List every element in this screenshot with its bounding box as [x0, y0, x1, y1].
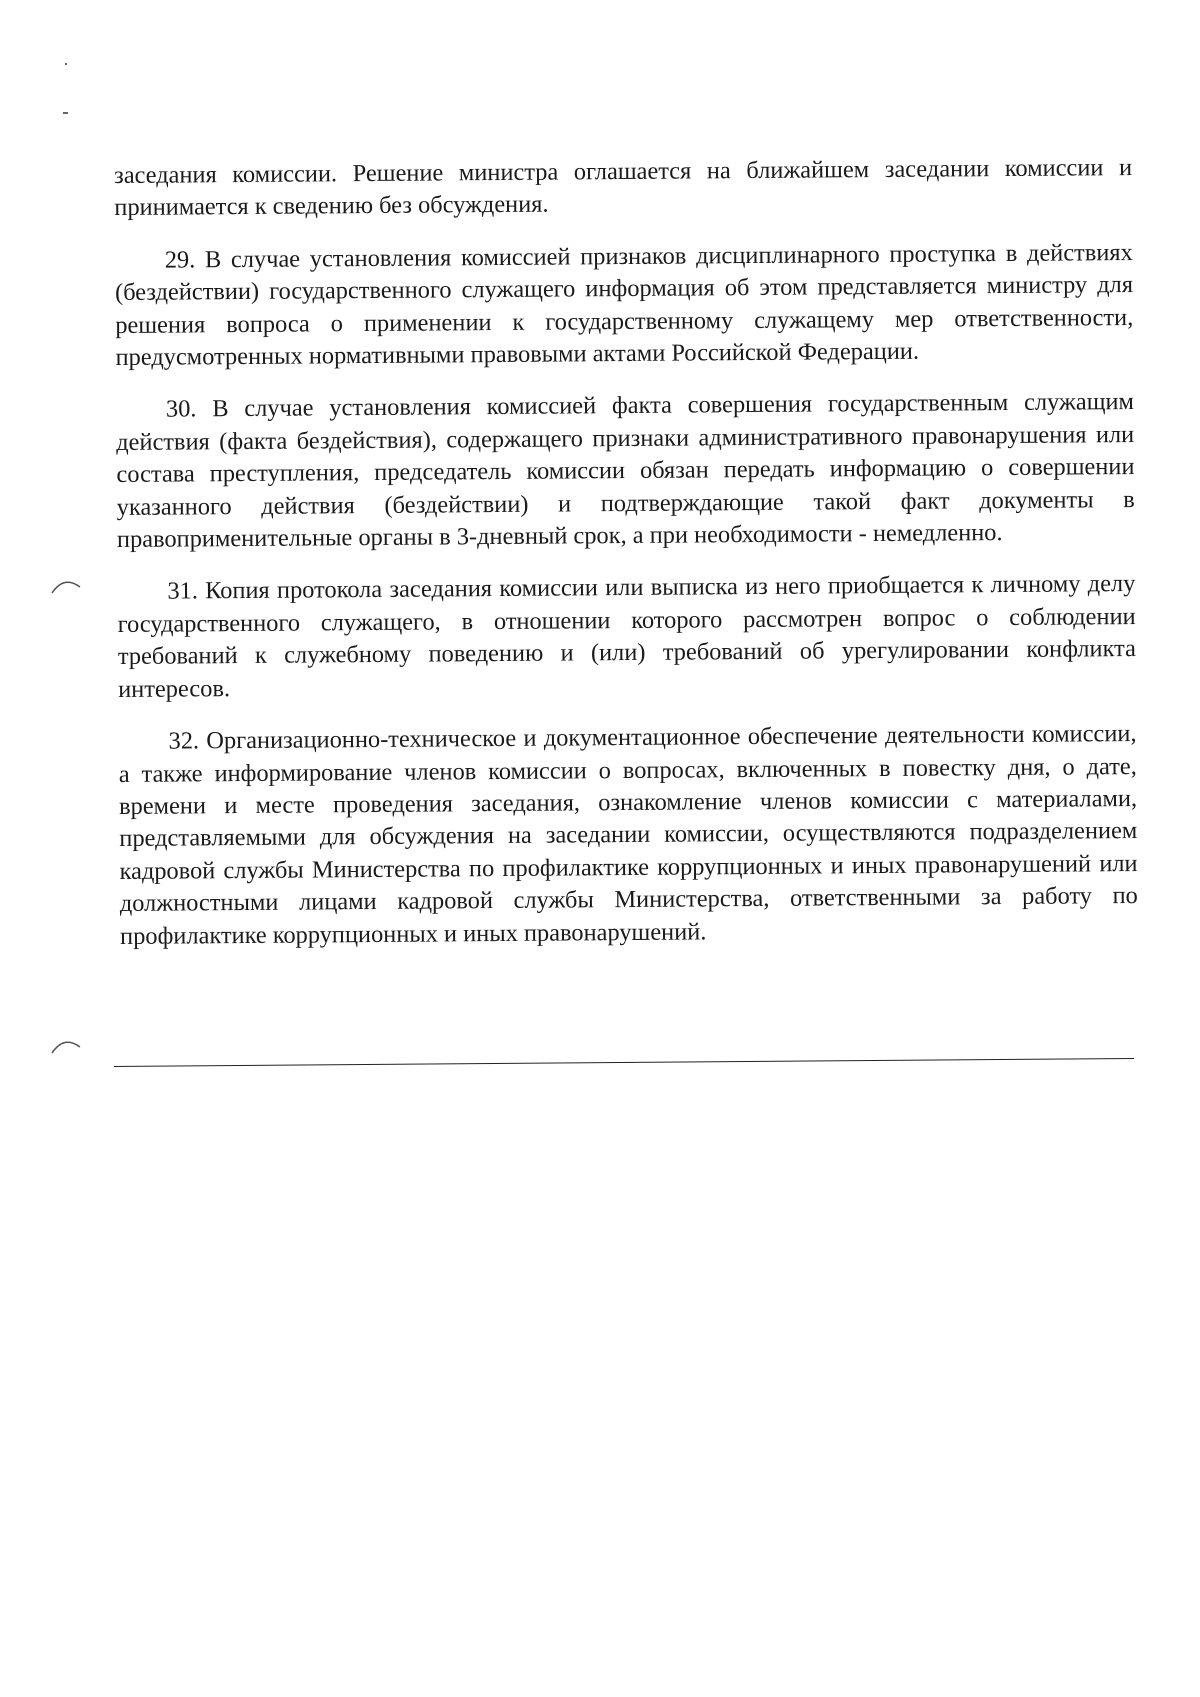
paragraph-continuation: заседания комиссии. Решение министра оглашается на ближайшем заседании комиссии и принимается к сведению без обсуждения. [114, 154, 1133, 222]
punch-hole-mark [50, 573, 82, 599]
paragraph-31: 31. Копия протокола заседания комиссии или выписка из него приобщается к личному делу государственного служащего, в отношении которого рассмотрен вопрос о соблюдении требований к служебному поведению и (или) требований об урегулировании конфликта интересов. [117, 570, 1136, 703]
punch-hole-mark [50, 1033, 82, 1059]
scan-speck [63, 112, 68, 114]
paragraph-30: 30. В случае установления комиссией факта совершения государственным служащим действия (факта бездействия), содержащего признаки административного правонарушения или состава преступления, председатель комиссии обязан передать информацию о совершении указанного действия (бездействии) и подтверждающие такой факт документы в правоприменительные органы в 3-дневный срок, а при необходимости - немедленно. [116, 388, 1135, 554]
scan-speck [65, 63, 67, 65]
paragraph-32: 32. Организационно-техническое и документационное обеспечение деятельности комиссии, а также информирование членов комиссии о вопросах, включенных в повестку дня, о дате, времени и месте проведения заседания, ознакомление членов комиссии с материалами, представляемыми для обсуждения на заседании комиссии, осуществляются подразделением кадровой службы Министерства по профилактике коррупционных и иных правонарушений или должностными лицами кадровой службы Министерства, ответственными за работу по профилактике коррупционных и иных правонарушений. [118, 720, 1138, 950]
document-body [114, 152, 1138, 973]
end-of-text-rule [114, 1058, 1134, 1067]
paragraph-29: 29. В случае установления комиссией признаков дисциплинарного проступка в действиях (бездействии) государственного служащего информация об этом представляется министру для решения вопроса о применении к государственному служащему мер ответственности, предусмотренных нормативными правовыми актами Российской Федерации. [114, 238, 1134, 372]
